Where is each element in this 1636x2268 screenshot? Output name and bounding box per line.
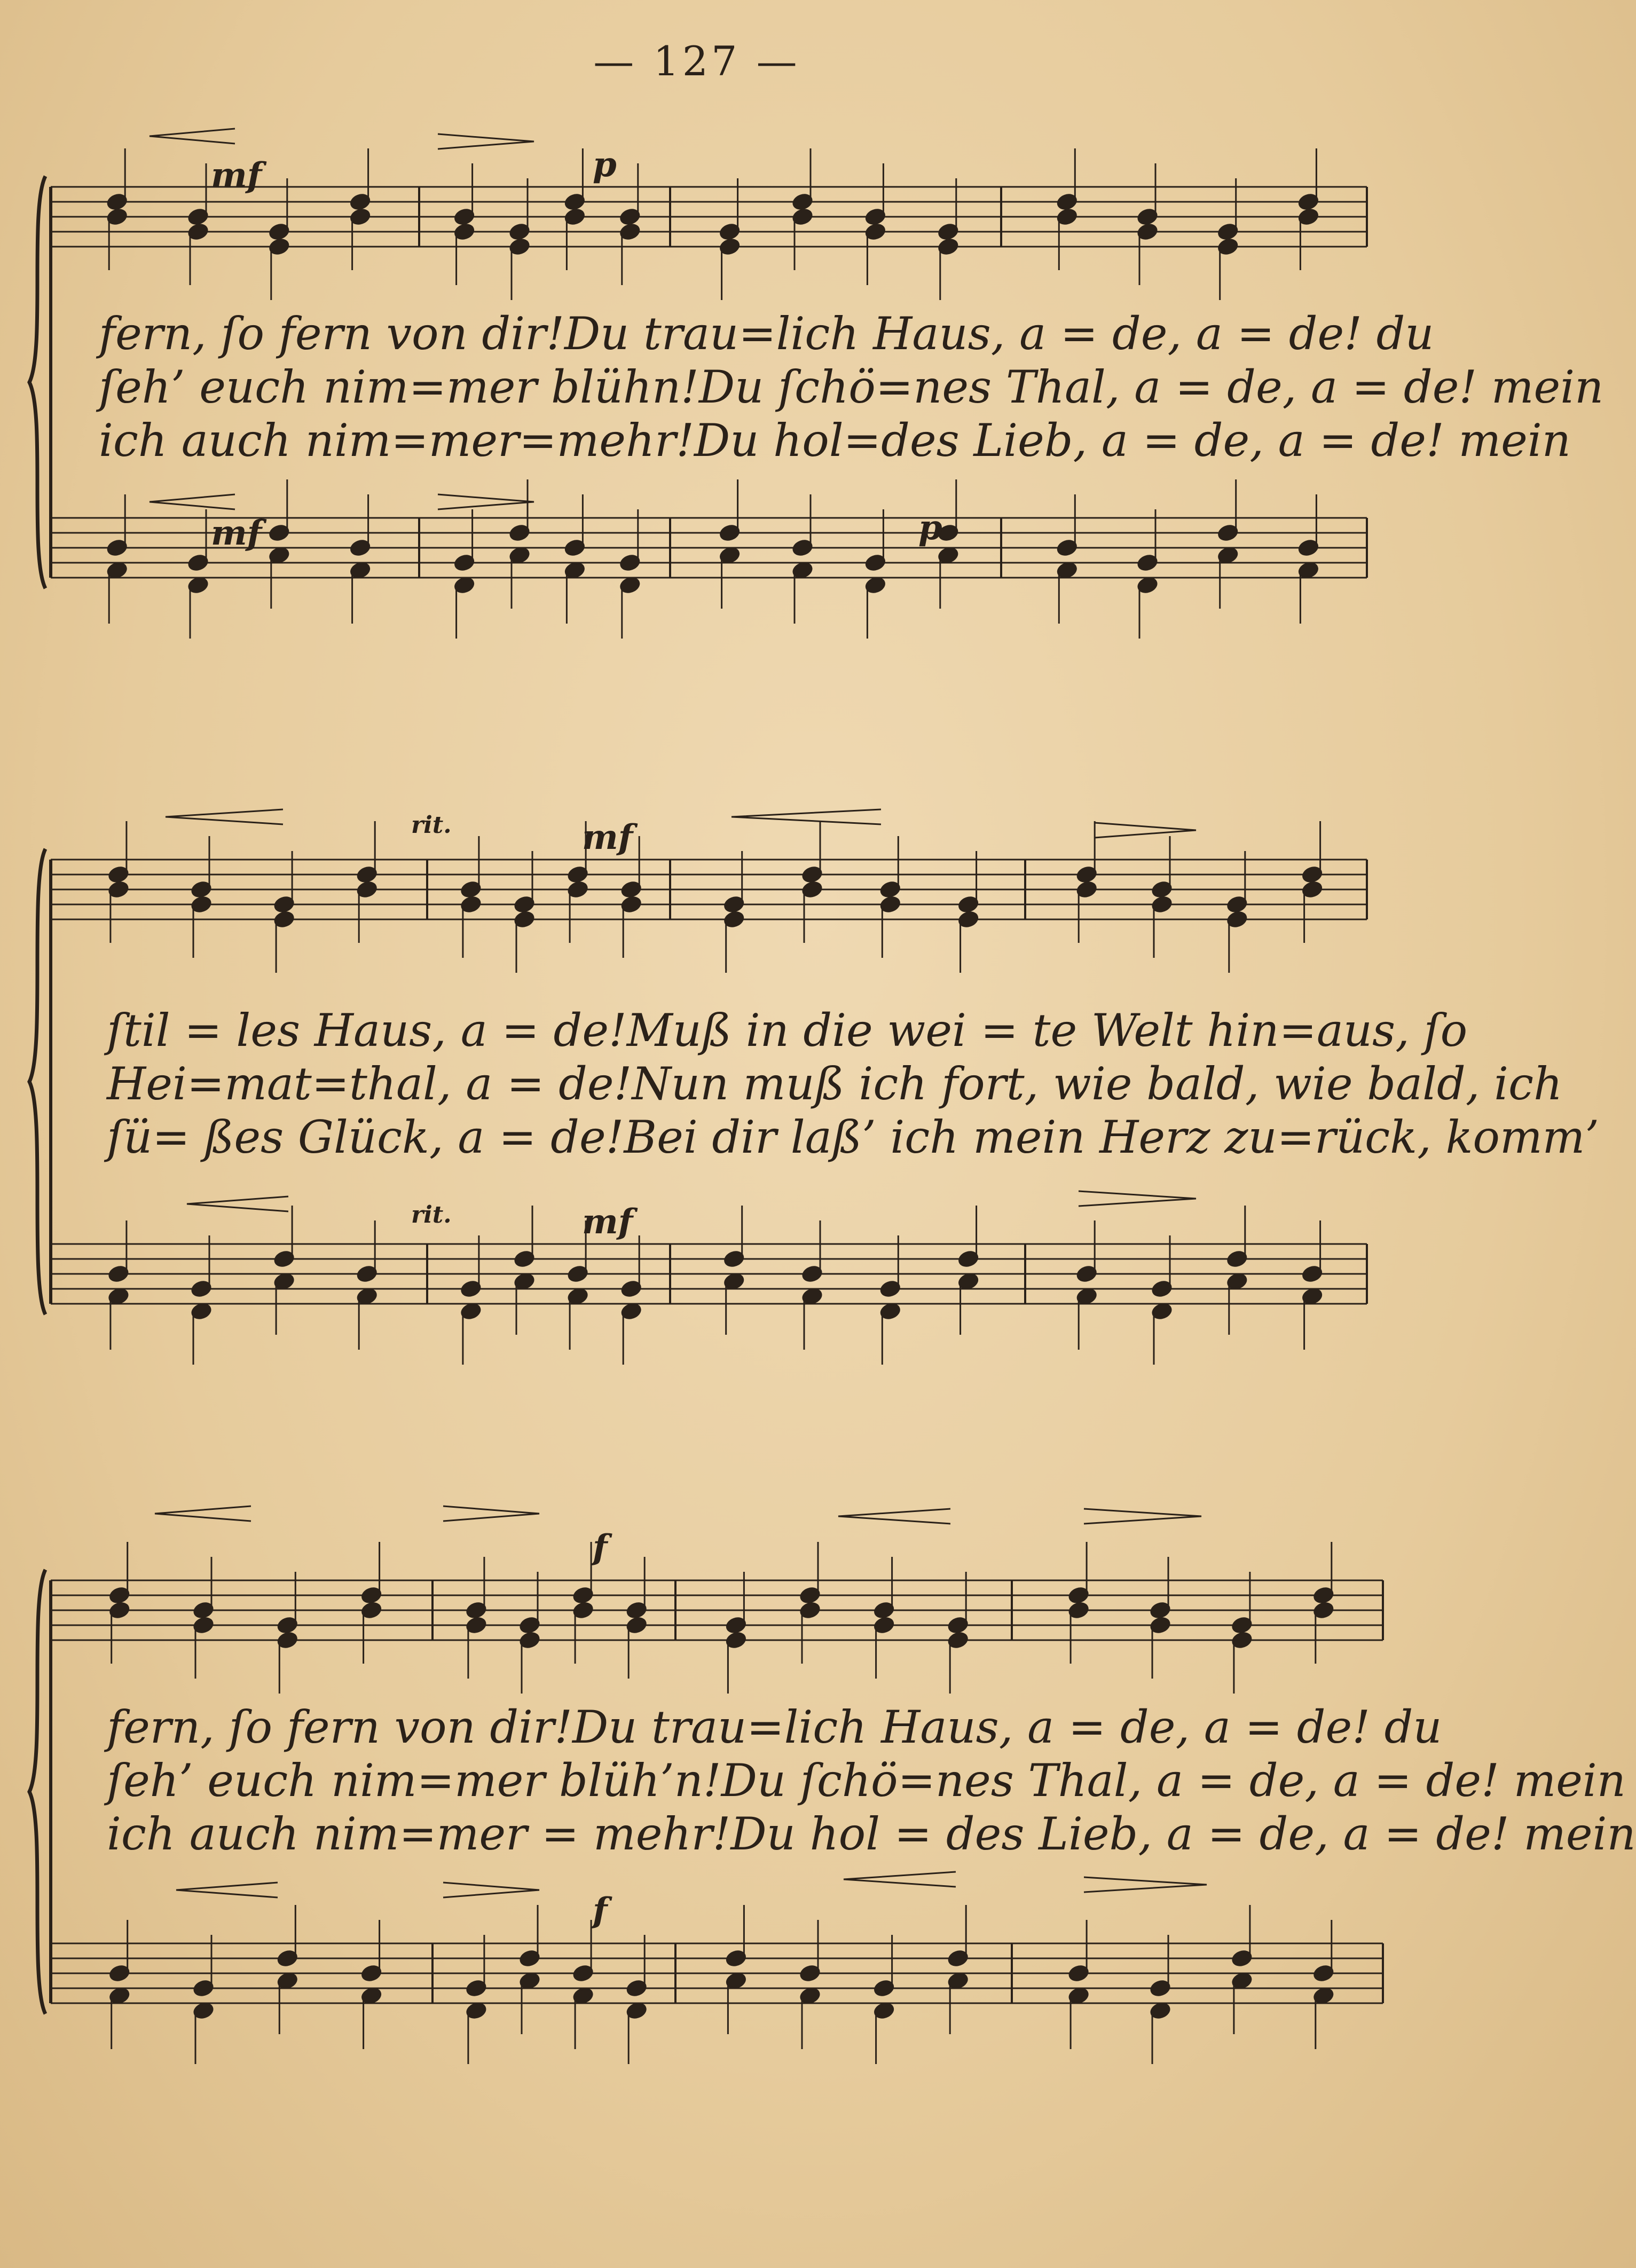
dynamic-p: p — [593, 145, 617, 185]
verse-line-2: ſeh’ euch nim=mer blüh’n! Du ſchö=nes Thal, a = de, a = de! mein — [107, 1754, 1626, 1807]
verse-line-1: ſtil = les Haus, a = de! Muß in die wei = te Welt hin=aus, ſo — [107, 1004, 1468, 1057]
verse-line-1: fern, ſo fern von dir! Du trau=lich Haus, a = de, a = de! du — [107, 1701, 1442, 1753]
crescendo-mark — [844, 1872, 956, 1887]
dynamic-f: f — [593, 1527, 608, 1568]
dynamic-rit: rit. — [411, 812, 452, 839]
crescendo-mark — [187, 1196, 288, 1211]
lyrics-system-3 — [107, 1700, 1636, 1861]
dynamic-f: f — [593, 1891, 608, 1931]
decrescendo-mark — [1084, 1509, 1201, 1524]
crescendo-mark — [838, 1509, 950, 1524]
verse-line-3: ich auch nim=mer=mehr! Du hol=des Lieb, a = de, a = de! mein — [99, 414, 1571, 467]
lyrics-system-1 — [99, 307, 1604, 467]
lyrics-system-2 — [107, 1004, 1600, 1164]
verse-line-3: ſü= ßes Glück, a = de! Bei dir laß’ ich mein Herz zu=rück, komm’ — [107, 1111, 1600, 1163]
system-brace — [29, 176, 45, 588]
verse-line-2: ſeh’ euch nim=mer blühn! Du ſchö=nes Thal, a = de, a = de! mein — [99, 361, 1604, 413]
crescendo-mark — [150, 494, 235, 509]
verse-line-3: ich auch nim=mer = mehr! Du hol = des Lieb, a = de, a = de! mein — [107, 1808, 1636, 1860]
music-system-2 — [0, 806, 1600, 1372]
dynamic-mf: mf — [211, 513, 262, 553]
dynamic-rit: rit. — [411, 1201, 452, 1228]
decrescendo-mark — [1079, 1191, 1196, 1206]
crescendo-mark — [176, 1883, 278, 1897]
decrescendo-mark — [438, 494, 534, 509]
page-number: — 127 — — [593, 37, 800, 85]
crescendo-mark — [166, 809, 283, 824]
dynamic-mf: mf — [582, 817, 633, 857]
music-system-3 — [0, 1495, 1636, 2039]
system-brace — [29, 1570, 45, 2014]
dynamic-mf: mf — [211, 155, 262, 195]
music-system-1 — [0, 123, 1604, 657]
dynamic-mf: mf — [582, 1202, 633, 1242]
decrescendo-mark — [443, 1506, 539, 1521]
verse-line-1: fern, ſo fern von dir! Du trau=lich Haus, a = de, a = de! du — [99, 308, 1434, 360]
crescendo-mark — [155, 1506, 251, 1521]
crescendo-mark — [732, 809, 881, 824]
dynamic-p: p — [918, 508, 942, 548]
decrescendo-mark — [1095, 823, 1196, 838]
system-brace — [29, 849, 45, 1314]
decrescendo-mark — [438, 134, 534, 149]
decrescendo-mark — [443, 1883, 539, 1897]
decrescendo-mark — [1084, 1877, 1207, 1892]
verse-line-2: Hei=mat=thal, a = de! Nun muß ich fort, wie bald, wie bald, ich — [107, 1058, 1563, 1110]
crescendo-mark — [150, 129, 235, 144]
